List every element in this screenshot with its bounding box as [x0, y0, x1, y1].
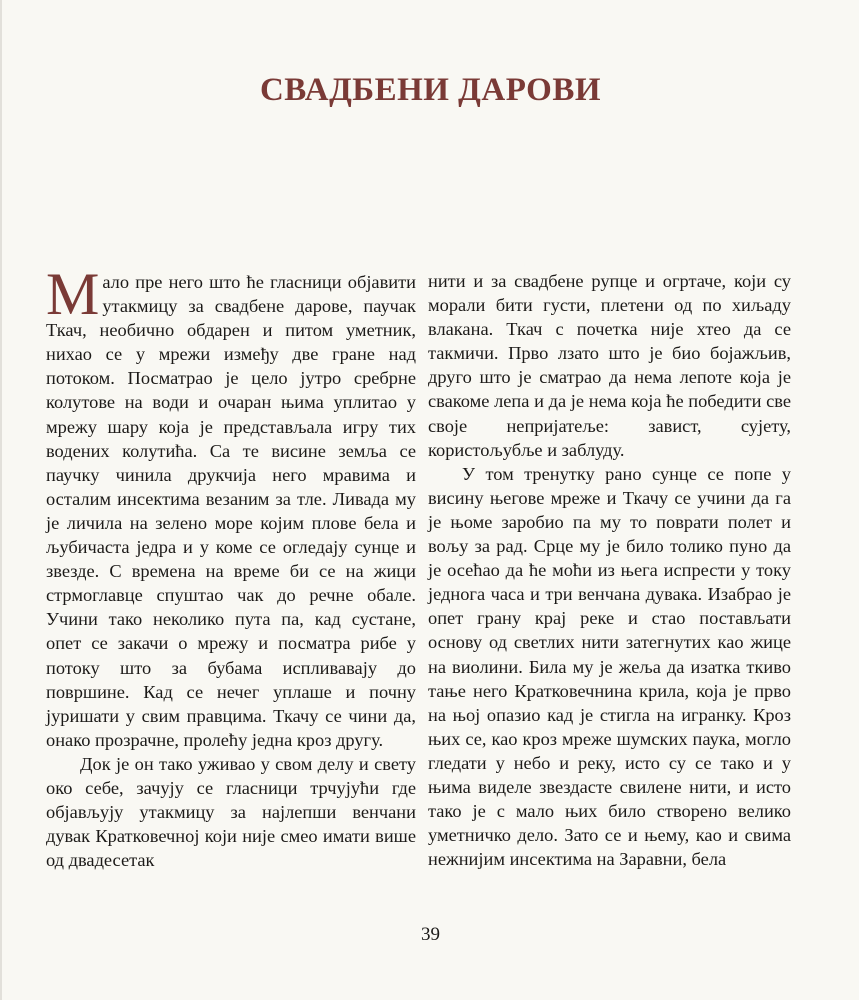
page-number: 39	[421, 924, 440, 945]
text-column-right	[428, 269, 791, 871]
paragraph: нити и за свадбене рупце и огртаче, који су морали бити густи, плетени од по хиљаду влакана. Ткач с почетка није хтео да се такмичи. Прво лзато што је био бојажљив, друго што је сматрао да нема лепоте која је свакоме лепа и да је нема која ће победити све своје непријатеље: завист, сујету, користољубље и заблуду.	[428, 271, 791, 460]
chapter-title: СВАДБЕНИ ДАРОВИ	[259, 72, 602, 108]
text-column-left	[46, 261, 416, 872]
paragraph-text: ало пре него што ће гласници објавити утакмицу за свадбене дарове, паучак Ткач, необично обдарен и питом уметник, нихао се у мрежи између две гране над потоком. Посматрао је цело јутро сребрне колутове на води и очаран њима уплитао у мрежу шару која је представљала игру тих водених колутића. Са те висине земља се паучку чинила друкчија него мравима и осталим инсектима везаним за тле. Ливада му је личила на зелено море којим плове бела и љубичаста једра и у коме се огледају сунце и звезде. С времена на време би се на жици стрмоглавце спуштао чак до речне обале. Учини тако неколико пута па, кад сустане, опет се закачи о мрежу и посматра рибе у потоку што за бубама испливавају до површине. Кад се нечег уплаше и почну јуришати у свим правцима. Ткачу се чини да, онако прозрачне, пролећу једна кроз другу.	[46, 272, 416, 750]
paragraph: У том тренутку рано сунце се попе у висину његове мреже и Ткачу се учини да га је њоме заробио па му то поврати полет и вољу за рад. Срце му је било толико пуно да је осећао да ће моћи из њега испрести у току једнога часа и три венчана дувака. Изабрао је опет грану крај реке и стао постављати основу од светлих нити затегнутих као жице на виолини. Била му је жеља да изаткa ткиво тање него Кратковечнина крила, која је прво на њој опазио кад је стигла на игранку. Кроз њих се, као кроз мреже шумских паука, могло гледати у небо и реку, исто су се тако и у њима виделе звездасте свилене нити, и исто тако је с мало њих било створено велико уметничко дело. Зато се и њему, као и свима нежнијим инсектима на Заравни, бела	[428, 463, 791, 870]
paragraph: Док је он тако уживао у свом делу и свету око себе, зачују се гласници трчујући где објављују утакмицу за најлепши венчани дувак Кратковечној који није смео имати више од двадесетак	[46, 753, 416, 871]
drop-cap: М	[46, 261, 100, 327]
paragraph	[46, 261, 416, 752]
